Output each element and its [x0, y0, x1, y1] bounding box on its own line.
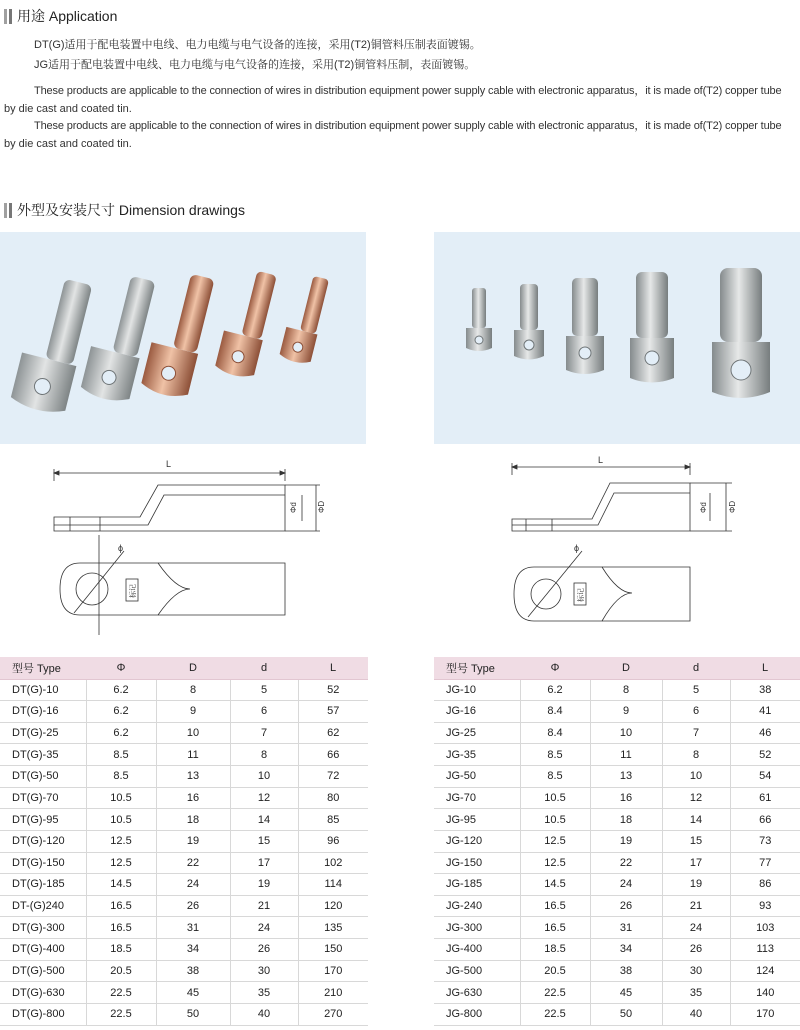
table-row: [0, 917, 368, 939]
cell-inner-diameter: 7: [662, 722, 730, 744]
table-row: [0, 895, 368, 917]
cell-inner-diameter: 6: [230, 701, 298, 723]
table-row: [434, 852, 800, 874]
cell-type: JG-25: [434, 722, 520, 744]
table-row: [434, 809, 800, 831]
cell-length: 52: [298, 679, 368, 701]
cell-outer-diameter: 34: [590, 939, 662, 961]
table-row: [0, 766, 368, 788]
cell-phi: 8.4: [520, 722, 590, 744]
cell-type: JG-120: [434, 830, 520, 852]
table-row: [434, 939, 800, 961]
cell-length: 270: [298, 1003, 368, 1025]
cell-outer-diameter: 13: [156, 766, 230, 788]
cell-outer-diameter: 19: [590, 830, 662, 852]
cell-inner-diameter: 5: [230, 679, 298, 701]
cell-outer-diameter: 9: [590, 701, 662, 723]
cell-length: 103: [730, 917, 800, 939]
table-row: [434, 787, 800, 809]
cell-phi: 22.5: [86, 1003, 156, 1025]
cell-type: DT(G)-630: [0, 982, 86, 1004]
cell-length: 77: [730, 852, 800, 874]
cell-phi: 6.2: [86, 701, 156, 723]
table-row: [0, 701, 368, 723]
cell-type: JG-240: [434, 895, 520, 917]
table-row: [434, 895, 800, 917]
jg-lug-1: [466, 288, 492, 351]
cell-length: 135: [298, 917, 368, 939]
jg-lug-2: [514, 284, 544, 360]
jg-drawing-svg: [500, 455, 760, 645]
application-line-en-1: These products are applicable to the connection of wires in distribution equipment power supply cable with electronic apparatus，it is made of(T2) copper tube: [34, 85, 782, 97]
cell-outer-diameter: 13: [590, 766, 662, 788]
cell-phi: 10.5: [86, 809, 156, 831]
cell-inner-diameter: 10: [662, 766, 730, 788]
cell-outer-diameter: 24: [156, 874, 230, 896]
table-row: [0, 874, 368, 896]
cell-phi: 16.5: [86, 917, 156, 939]
table-row: [434, 830, 800, 852]
cell-inner-diameter: 17: [662, 852, 730, 874]
cell-inner-diameter: 26: [662, 939, 730, 961]
cell-inner-diameter: 12: [230, 787, 298, 809]
table-row: [0, 852, 368, 874]
cell-inner-diameter: 14: [230, 809, 298, 831]
cell-type: JG-16: [434, 701, 520, 723]
column-header-type: 型号 Type: [434, 657, 520, 679]
dtg-label-inner: Φd: [289, 502, 298, 513]
table-row: [0, 809, 368, 831]
cell-phi: 22.5: [520, 982, 590, 1004]
column-header-outer-diameter: D: [156, 657, 230, 679]
table-row: [0, 744, 368, 766]
lug-5: [279, 272, 331, 365]
cell-inner-diameter: 17: [230, 852, 298, 874]
cell-outer-diameter: 24: [590, 874, 662, 896]
jg-spec-table: [434, 657, 800, 1026]
cell-length: 38: [730, 679, 800, 701]
dtg-label-outer: ΦD: [317, 500, 326, 513]
cell-phi: 20.5: [86, 960, 156, 982]
cell-inner-diameter: 35: [230, 982, 298, 1004]
cell-phi: 6.2: [520, 679, 590, 701]
jg-label-inner: Φd: [699, 502, 708, 513]
cell-outer-diameter: 16: [590, 787, 662, 809]
jg-product-photo: [434, 232, 800, 444]
cell-outer-diameter: 50: [590, 1003, 662, 1025]
table-header-row: [0, 657, 368, 679]
cell-type: DT(G)-500: [0, 960, 86, 982]
cell-length: 72: [298, 766, 368, 788]
cell-type: DT(G)-35: [0, 744, 86, 766]
cell-type: DT(G)-10: [0, 679, 86, 701]
cell-length: 80: [298, 787, 368, 809]
application-line-en-2b: by die cast and coated tin.: [4, 138, 132, 150]
cell-inner-diameter: 24: [230, 917, 298, 939]
jg-label-hole: ϕ: [574, 543, 580, 553]
cell-type: JG-630: [434, 982, 520, 1004]
table-row: [434, 982, 800, 1004]
cell-type: DT(G)-70: [0, 787, 86, 809]
application-line-en-1b: by die cast and coated tin.: [4, 103, 132, 115]
cell-phi: 8.5: [520, 766, 590, 788]
cell-phi: 20.5: [520, 960, 590, 982]
cell-length: 102: [298, 852, 368, 874]
cell-phi: 8.5: [86, 766, 156, 788]
cell-inner-diameter: 26: [230, 939, 298, 961]
cell-inner-diameter: 15: [230, 830, 298, 852]
cell-type: JG-150: [434, 852, 520, 874]
table-row: [0, 787, 368, 809]
cell-phi: 18.5: [86, 939, 156, 961]
cell-type: JG-300: [434, 917, 520, 939]
cell-outer-diameter: 31: [590, 917, 662, 939]
cell-length: 93: [730, 895, 800, 917]
cell-length: 140: [730, 982, 800, 1004]
cell-type: DT(G)-25: [0, 722, 86, 744]
cell-inner-diameter: 35: [662, 982, 730, 1004]
cell-outer-diameter: 34: [156, 939, 230, 961]
cell-inner-diameter: 14: [662, 809, 730, 831]
table-row: [434, 701, 800, 723]
cell-length: 52: [730, 744, 800, 766]
table-row: [0, 1003, 368, 1025]
cell-length: 46: [730, 722, 800, 744]
dtg-label-hole: ϕ: [118, 543, 124, 553]
cell-length: 113: [730, 939, 800, 961]
table-row: [0, 939, 368, 961]
table-row: [434, 679, 800, 701]
cell-phi: 8.5: [86, 744, 156, 766]
cell-type: JG-400: [434, 939, 520, 961]
cell-type: JG-185: [434, 874, 520, 896]
column-header-phi: Φ: [520, 657, 590, 679]
dtg-dimension-drawing: [40, 455, 340, 650]
cell-length: 61: [730, 787, 800, 809]
cell-length: 114: [298, 874, 368, 896]
section-marker-icon: [4, 203, 12, 218]
cell-type: DT(G)-300: [0, 917, 86, 939]
cell-inner-diameter: 40: [662, 1003, 730, 1025]
cell-inner-diameter: 7: [230, 722, 298, 744]
cell-outer-diameter: 10: [590, 722, 662, 744]
table-row: [434, 917, 800, 939]
column-header-length: L: [298, 657, 368, 679]
cell-phi: 12.5: [86, 852, 156, 874]
cell-length: 170: [298, 960, 368, 982]
cell-type: JG-35: [434, 744, 520, 766]
cell-outer-diameter: 8: [156, 679, 230, 701]
cell-length: 124: [730, 960, 800, 982]
cell-length: 86: [730, 874, 800, 896]
application-line-cn-dt: DT(G)适用于配电装置中电线、电力电缆与电气设备的连接，采用(T2)铜管料压制表面镀锡。: [34, 39, 481, 51]
dtg-label-mark: 标记: [129, 584, 137, 598]
table-row: [434, 722, 800, 744]
jg-lug-5: [712, 268, 770, 398]
dimension-heading: 外型及安装尺寸 Dimension drawings: [4, 201, 245, 219]
cell-type: JG-50: [434, 766, 520, 788]
cell-phi: 6.2: [86, 722, 156, 744]
cell-outer-diameter: 31: [156, 917, 230, 939]
cell-length: 120: [298, 895, 368, 917]
cell-length: 85: [298, 809, 368, 831]
table-row: [434, 744, 800, 766]
cell-type: DT(G)-50: [0, 766, 86, 788]
cell-inner-diameter: 8: [662, 744, 730, 766]
cell-phi: 14.5: [86, 874, 156, 896]
cell-inner-diameter: 19: [230, 874, 298, 896]
lug-1: [9, 273, 96, 417]
dtg-spec-table: [0, 657, 368, 1026]
cell-inner-diameter: 10: [230, 766, 298, 788]
table-row: [434, 874, 800, 896]
cell-phi: 10.5: [520, 787, 590, 809]
cell-outer-diameter: 11: [156, 744, 230, 766]
application-line-cn-jg: JG适用于配电装置中电线、电力电缆与电气设备的连接，采用(T2)铜管料压制，表面镀锡。: [34, 59, 476, 71]
table-row: [434, 1003, 800, 1025]
column-header-outer-diameter: D: [590, 657, 662, 679]
cell-type: JG-800: [434, 1003, 520, 1025]
cell-outer-diameter: 45: [590, 982, 662, 1004]
cell-type: DT(G)-16: [0, 701, 86, 723]
cell-inner-diameter: 30: [230, 960, 298, 982]
table-header-row: [434, 657, 800, 679]
lug-4: [214, 266, 279, 379]
column-header-type: 型号 Type: [0, 657, 86, 679]
cell-outer-diameter: 22: [590, 852, 662, 874]
column-header-inner-diameter: d: [662, 657, 730, 679]
cell-length: 57: [298, 701, 368, 723]
cell-outer-diameter: 38: [590, 960, 662, 982]
table-row: [0, 722, 368, 744]
cell-type: JG-10: [434, 679, 520, 701]
jg-label-mark: 标记: [577, 588, 585, 602]
cell-inner-diameter: 30: [662, 960, 730, 982]
cell-phi: 10.5: [86, 787, 156, 809]
section-marker-icon: [4, 9, 12, 24]
cell-length: 170: [730, 1003, 800, 1025]
cell-type: DT(G)-120: [0, 830, 86, 852]
cell-phi: 16.5: [520, 895, 590, 917]
cell-phi: 8.4: [520, 701, 590, 723]
table-row: [0, 960, 368, 982]
cell-outer-diameter: 9: [156, 701, 230, 723]
application-heading: 用途 Application: [4, 7, 117, 25]
dtg-label-length: L: [166, 459, 172, 469]
cell-type: JG-70: [434, 787, 520, 809]
application-line-en-2: These products are applicable to the connection of wires in distribution equipment power supply cable with electronic apparatus，it is made of(T2) copper tube: [34, 120, 782, 132]
column-header-phi: Φ: [86, 657, 156, 679]
cell-length: 73: [730, 830, 800, 852]
cell-type: DT(G)-150: [0, 852, 86, 874]
cell-inner-diameter: 12: [662, 787, 730, 809]
jg-dimension-drawing: [500, 455, 760, 650]
cell-outer-diameter: 18: [156, 809, 230, 831]
column-header-inner-diameter: d: [230, 657, 298, 679]
cell-outer-diameter: 38: [156, 960, 230, 982]
cell-type: DT(G)-400: [0, 939, 86, 961]
table-row: [0, 982, 368, 1004]
jg-label-outer: ΦD: [728, 500, 737, 513]
dtg-drawing-svg: [40, 455, 340, 645]
cell-phi: 22.5: [86, 982, 156, 1004]
cell-type: DT-(G)240: [0, 895, 86, 917]
table-row: [434, 766, 800, 788]
dtg-lugs-illustration: [0, 232, 366, 444]
column-header-length: L: [730, 657, 800, 679]
cell-outer-diameter: 45: [156, 982, 230, 1004]
cell-inner-diameter: 21: [230, 895, 298, 917]
cell-inner-diameter: 15: [662, 830, 730, 852]
cell-phi: 12.5: [520, 852, 590, 874]
cell-phi: 18.5: [520, 939, 590, 961]
cell-inner-diameter: 19: [662, 874, 730, 896]
cell-type: DT(G)-95: [0, 809, 86, 831]
table-row: [0, 830, 368, 852]
cell-phi: 14.5: [520, 874, 590, 896]
jg-lug-4: [630, 272, 674, 383]
cell-phi: 12.5: [520, 830, 590, 852]
cell-inner-diameter: 21: [662, 895, 730, 917]
cell-inner-diameter: 24: [662, 917, 730, 939]
cell-outer-diameter: 18: [590, 809, 662, 831]
cell-length: 150: [298, 939, 368, 961]
jg-label-length: L: [598, 455, 604, 465]
cell-phi: 8.5: [520, 744, 590, 766]
cell-length: 54: [730, 766, 800, 788]
cell-outer-diameter: 26: [156, 895, 230, 917]
cell-outer-diameter: 19: [156, 830, 230, 852]
jg-lugs-illustration: [434, 232, 800, 444]
cell-phi: 12.5: [86, 830, 156, 852]
cell-phi: 6.2: [86, 679, 156, 701]
cell-outer-diameter: 22: [156, 852, 230, 874]
jg-lug-3: [566, 278, 604, 374]
dtg-product-photo: [0, 232, 366, 444]
cell-phi: 10.5: [520, 809, 590, 831]
cell-length: 96: [298, 830, 368, 852]
cell-outer-diameter: 11: [590, 744, 662, 766]
cell-inner-diameter: 40: [230, 1003, 298, 1025]
cell-type: JG-95: [434, 809, 520, 831]
cell-length: 66: [298, 744, 368, 766]
cell-inner-diameter: 6: [662, 701, 730, 723]
cell-type: DT(G)-185: [0, 874, 86, 896]
cell-phi: 16.5: [520, 917, 590, 939]
cell-inner-diameter: 8: [230, 744, 298, 766]
cell-outer-diameter: 50: [156, 1003, 230, 1025]
cell-length: 62: [298, 722, 368, 744]
cell-outer-diameter: 16: [156, 787, 230, 809]
cell-outer-diameter: 10: [156, 722, 230, 744]
cell-length: 210: [298, 982, 368, 1004]
cell-type: JG-500: [434, 960, 520, 982]
cell-outer-diameter: 26: [590, 895, 662, 917]
table-row: [0, 679, 368, 701]
cell-length: 41: [730, 701, 800, 723]
cell-length: 66: [730, 809, 800, 831]
cell-outer-diameter: 8: [590, 679, 662, 701]
cell-type: DT(G)-800: [0, 1003, 86, 1025]
table-row: [434, 960, 800, 982]
cell-phi: 22.5: [520, 1003, 590, 1025]
cell-phi: 16.5: [86, 895, 156, 917]
cell-inner-diameter: 5: [662, 679, 730, 701]
